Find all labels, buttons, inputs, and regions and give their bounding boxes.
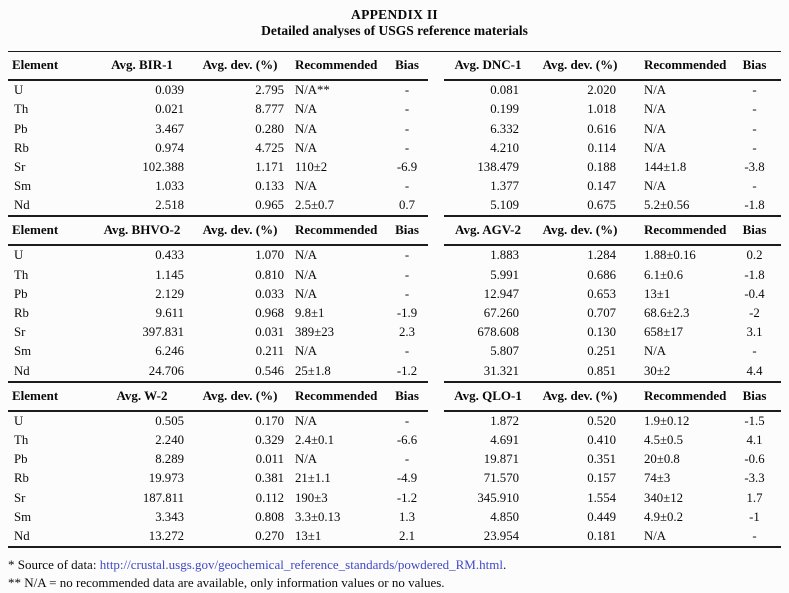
recommended-value-cell: N/A — [644, 528, 667, 543]
avg-value-cell: 13.272 — [148, 528, 184, 543]
col-header-recommended-right: Recommended — [628, 52, 728, 80]
recommended-value-cell: 4.5±0.5 — [644, 432, 684, 447]
col-header-avgdev-right: Avg. dev. (%) — [532, 382, 628, 411]
avg-value-cell: 9.611 — [155, 306, 184, 320]
bias-value-cell: -4.9 — [396, 471, 418, 486]
avg-value-cell: 397.831 — [142, 325, 184, 340]
col-header-avgdev-left: Avg. dev. (%) — [190, 382, 290, 411]
avgdev-value-cell: 1.018 — [587, 102, 616, 117]
bias-value-cell: 0.2 — [746, 248, 763, 263]
bias-value-cell: - — [404, 179, 410, 194]
column-gap — [428, 488, 444, 507]
avg-value-cell: 1.377 — [490, 179, 519, 194]
page-subtitle: Detailed analyses of USGS reference materials — [261, 23, 528, 39]
element-cell: Sm — [14, 179, 32, 194]
col-header-avg-left: Avg. W-2 — [94, 382, 190, 411]
table-row — [8, 361, 781, 380]
avgdev-value-cell: 0.031 — [255, 325, 284, 340]
col-header-bias-right: Bias — [728, 52, 781, 80]
table-row — [8, 119, 781, 138]
avgdev-value-cell: 0.280 — [255, 121, 284, 136]
col-header-recommended-left: Recommended — [290, 52, 386, 80]
recommended-value-cell: N/A — [295, 413, 318, 428]
avgdev-value-cell: 0.808 — [255, 509, 284, 524]
table-row — [8, 265, 781, 284]
bias-value-cell: 1.3 — [399, 509, 415, 524]
table-row — [8, 508, 781, 527]
col-header-recommended-right: Recommended — [628, 382, 728, 411]
avgdev-value-cell: 0.351 — [587, 452, 616, 467]
avgdev-value-cell: 0.181 — [587, 528, 616, 543]
element-cell: Sr — [14, 159, 26, 174]
avgdev-value-cell: 0.707 — [587, 306, 616, 320]
col-header-element: Element — [8, 216, 94, 245]
bias-value-cell: -6.6 — [396, 432, 418, 447]
table-row — [8, 245, 781, 265]
avgdev-value-cell: 0.251 — [587, 344, 616, 359]
source-footnote-suffix: . — [502, 556, 507, 572]
bias-value-cell: 2.3 — [399, 325, 415, 340]
avg-value-cell: 5.109 — [490, 198, 519, 213]
avg-value-cell: 2.240 — [155, 432, 184, 447]
column-gap — [428, 158, 444, 177]
column-gap — [428, 216, 444, 245]
column-gap — [428, 52, 444, 80]
avgdev-value-cell: 2.795 — [255, 83, 284, 98]
recommended-value-cell: N/A — [644, 121, 667, 136]
table-row — [8, 342, 781, 361]
element-cell: Pb — [14, 452, 28, 467]
avgdev-value-cell: 8.777 — [255, 102, 284, 117]
avg-value-cell: 0.081 — [490, 83, 519, 98]
recommended-value-cell: N/A — [644, 344, 667, 359]
avg-value-cell: 0.433 — [155, 248, 184, 263]
avgdev-value-cell: 0.851 — [587, 363, 616, 378]
bias-value-cell: - — [752, 344, 757, 359]
avg-value-cell: 0.505 — [155, 413, 184, 428]
column-gap — [428, 196, 444, 215]
bias-value-cell: - — [404, 140, 410, 155]
table-row — [8, 285, 781, 304]
bias-value-cell: -1.5 — [744, 413, 765, 428]
bias-value-cell: - — [752, 179, 757, 194]
recommended-value-cell: 389±23 — [295, 325, 335, 340]
recommended-value-cell: 6.1±0.6 — [644, 267, 684, 282]
avgdev-value-cell: 1.284 — [587, 248, 616, 263]
bias-value-cell: - — [752, 83, 757, 98]
bias-value-cell: - — [404, 344, 410, 359]
column-gap — [428, 265, 444, 284]
bias-value-cell: 3.1 — [746, 325, 763, 340]
table-row — [8, 527, 781, 546]
bias-value-cell: 4.4 — [746, 363, 763, 378]
table-row — [8, 177, 781, 196]
avg-value-cell: 4.210 — [490, 140, 519, 155]
recommended-value-cell: 74±3 — [644, 471, 671, 486]
avgdev-value-cell: 0.011 — [255, 452, 284, 467]
avgdev-value-cell: 0.381 — [255, 471, 284, 486]
avgdev-value-cell: 1.171 — [255, 159, 284, 174]
element-cell: Pb — [14, 121, 28, 136]
recommended-value-cell: N/A** — [295, 83, 330, 98]
avg-value-cell: 0.199 — [490, 102, 519, 117]
element-cell: U — [14, 413, 24, 428]
avg-value-cell: 8.289 — [155, 452, 184, 467]
column-gap — [428, 450, 444, 469]
column-gap — [428, 304, 444, 323]
element-cell: Sr — [14, 490, 26, 505]
element-cell: Rb — [14, 306, 29, 320]
header-row — [8, 382, 781, 411]
bias-value-cell: - — [404, 413, 410, 428]
avg-value-cell: 12.947 — [483, 286, 519, 301]
bias-value-cell: - — [404, 121, 410, 136]
recommended-value-cell: 340±12 — [644, 490, 684, 505]
col-header-bias-right: Bias — [728, 216, 781, 245]
table-row — [8, 158, 781, 177]
column-gap — [428, 469, 444, 488]
analyses-table-2 — [8, 215, 781, 380]
table-row — [8, 488, 781, 507]
recommended-value-cell: N/A — [295, 140, 318, 155]
table-row — [8, 431, 781, 450]
element-cell: U — [14, 248, 24, 263]
avg-value-cell: 0.974 — [155, 140, 184, 155]
column-gap — [428, 361, 444, 380]
element-cell: Rb — [14, 140, 29, 155]
col-header-avg-right: Avg. DNC-1 — [444, 52, 532, 80]
column-gap — [428, 80, 444, 100]
avg-value-cell: 1.872 — [490, 413, 519, 428]
avg-value-cell: 678.608 — [477, 325, 519, 340]
recommended-value-cell: 25±1.8 — [295, 363, 331, 378]
element-cell: Pb — [14, 286, 28, 301]
recommended-value-cell: N/A — [295, 286, 318, 301]
avg-value-cell: 23.954 — [483, 528, 519, 543]
bias-value-cell: -2 — [749, 306, 760, 320]
recommended-value-cell: N/A — [644, 83, 667, 98]
bias-value-cell: -1.8 — [744, 198, 765, 213]
avgdev-value-cell: 0.157 — [587, 471, 616, 486]
column-gap — [428, 119, 444, 138]
column-gap — [428, 177, 444, 196]
bias-value-cell: -1.2 — [396, 363, 418, 378]
element-cell: U — [14, 83, 24, 98]
bias-value-cell: -1.2 — [396, 490, 418, 505]
bias-value-cell: - — [404, 83, 410, 98]
avg-value-cell: 138.479 — [477, 159, 519, 174]
source-link[interactable]: http://crustal.usgs.gov/geochemical_reference_standards/powdered_RM.html — [99, 556, 503, 572]
recommended-value-cell: 21±1.1 — [295, 471, 331, 486]
avg-value-cell: 2.518 — [155, 198, 184, 213]
avgdev-value-cell: 0.133 — [255, 179, 284, 194]
recommended-value-cell: 9.8±1 — [295, 306, 325, 320]
recommended-value-cell: N/A — [644, 179, 667, 194]
recommended-value-cell: 2.4±0.1 — [295, 432, 335, 447]
bias-value-cell: - — [404, 248, 410, 263]
recommended-value-cell: 13±1 — [644, 286, 671, 301]
avg-value-cell: 2.129 — [155, 286, 184, 301]
col-header-recommended-right: Recommended — [628, 216, 728, 245]
recommended-value-cell: 13±1 — [295, 528, 322, 543]
avg-value-cell: 67.260 — [483, 306, 519, 320]
element-cell: Nd — [14, 198, 30, 213]
bias-value-cell: -1 — [749, 509, 760, 524]
avgdev-value-cell: 0.546 — [255, 363, 284, 378]
avgdev-value-cell: 0.410 — [587, 432, 616, 447]
column-gap — [428, 411, 444, 431]
recommended-value-cell: N/A — [295, 267, 318, 282]
avg-value-cell: 6.246 — [155, 344, 184, 359]
avgdev-value-cell: 0.810 — [255, 267, 284, 282]
col-header-avgdev-right: Avg. dev. (%) — [532, 52, 628, 80]
bias-value-cell: -3.8 — [744, 159, 765, 174]
bias-value-cell: - — [404, 102, 410, 117]
column-gap — [428, 245, 444, 265]
column-gap — [428, 285, 444, 304]
table-row — [8, 450, 781, 469]
col-header-element: Element — [8, 52, 94, 80]
bias-value-cell: 0.7 — [399, 198, 415, 213]
column-gap — [428, 508, 444, 527]
avg-value-cell: 0.039 — [155, 83, 184, 98]
recommended-value-cell: 658±17 — [644, 325, 684, 340]
recommended-value-cell: N/A — [295, 344, 318, 359]
avg-value-cell: 19.973 — [148, 471, 184, 486]
recommended-value-cell: 4.9±0.2 — [644, 509, 684, 524]
column-gap — [428, 100, 444, 119]
analyses-table-3 — [8, 381, 781, 546]
avgdev-value-cell: 0.270 — [255, 528, 284, 543]
avg-value-cell: 4.691 — [490, 432, 519, 447]
element-cell: Nd — [14, 528, 30, 543]
col-header-avgdev-right: Avg. dev. (%) — [532, 216, 628, 245]
recommended-value-cell: 5.2±0.56 — [644, 198, 690, 213]
column-gap — [428, 431, 444, 450]
col-header-element: Element — [8, 382, 94, 411]
avgdev-value-cell: 1.554 — [587, 490, 616, 505]
element-cell: Sm — [14, 344, 32, 359]
bias-value-cell: - — [752, 140, 757, 155]
avg-value-cell: 19.871 — [483, 452, 519, 467]
avg-value-cell: 0.021 — [155, 102, 184, 117]
avgdev-value-cell: 0.686 — [587, 267, 616, 282]
column-gap — [428, 139, 444, 158]
recommended-value-cell: N/A — [644, 102, 667, 117]
avgdev-value-cell: 0.033 — [255, 286, 284, 301]
table-row — [8, 100, 781, 119]
table-row — [8, 323, 781, 342]
bias-value-cell: -1.8 — [744, 267, 765, 282]
header-row — [8, 52, 781, 80]
analyses-tables-container — [8, 51, 781, 548]
bias-value-cell: - — [752, 528, 757, 543]
bias-value-cell: - — [752, 102, 757, 117]
recommended-value-cell: 1.9±0.12 — [644, 413, 690, 428]
avgdev-value-cell: 0.211 — [255, 344, 284, 359]
table-row — [8, 469, 781, 488]
avg-value-cell: 3.343 — [155, 509, 184, 524]
column-gap — [428, 382, 444, 411]
avg-value-cell: 4.850 — [490, 509, 519, 524]
col-header-avg-left: Avg. BIR-1 — [94, 52, 190, 80]
avgdev-value-cell: 0.112 — [255, 490, 284, 505]
avgdev-value-cell: 0.114 — [587, 140, 616, 155]
bias-value-cell: - — [404, 267, 410, 282]
avgdev-value-cell: 0.653 — [587, 286, 616, 301]
bias-value-cell: - — [404, 286, 410, 301]
recommended-value-cell: N/A — [295, 179, 318, 194]
col-header-recommended-left: Recommended — [290, 382, 386, 411]
element-cell: Th — [14, 432, 29, 447]
column-gap — [428, 323, 444, 342]
col-header-avgdev-left: Avg. dev. (%) — [190, 52, 290, 80]
recommended-value-cell: 1.88±0.16 — [644, 248, 696, 263]
bias-value-cell: -6.9 — [396, 159, 418, 174]
avgdev-value-cell: 0.616 — [587, 121, 616, 136]
bias-value-cell: 1.7 — [746, 490, 763, 505]
table-row — [8, 304, 781, 323]
avgdev-value-cell: 4.725 — [255, 140, 284, 155]
avg-value-cell: 1.145 — [155, 267, 184, 282]
table-row — [8, 139, 781, 158]
bias-value-cell: -1.9 — [396, 306, 418, 320]
col-header-bias-left: Bias — [386, 382, 428, 411]
column-gap — [428, 527, 444, 546]
avgdev-value-cell: 0.675 — [587, 198, 616, 213]
recommended-value-cell: 2.5±0.7 — [295, 198, 335, 213]
source-footnote — [8, 556, 781, 574]
col-header-avg-right: Avg. AGV-2 — [444, 216, 532, 245]
table-row — [8, 411, 781, 431]
element-cell: Sr — [14, 325, 26, 340]
col-header-recommended-left: Recommended — [290, 216, 386, 245]
element-cell: Th — [14, 102, 29, 117]
bias-value-cell: - — [752, 121, 757, 136]
avgdev-value-cell: 0.170 — [255, 413, 284, 428]
element-cell: Rb — [14, 471, 29, 486]
avg-value-cell: 1.883 — [490, 248, 519, 263]
bias-value-cell: 2.1 — [399, 528, 415, 543]
avg-value-cell: 1.033 — [155, 179, 184, 194]
avg-value-cell: 3.467 — [155, 121, 184, 136]
analyses-table-1 — [8, 52, 781, 215]
table-row — [8, 80, 781, 100]
recommended-value-cell: N/A — [295, 248, 318, 263]
recommended-value-cell: 3.3±0.13 — [295, 509, 341, 524]
recommended-value-cell: 68.6±2.3 — [644, 306, 690, 320]
bias-value-cell: -0.4 — [744, 286, 765, 301]
footnotes — [8, 556, 781, 593]
element-cell: Sm — [14, 509, 32, 524]
table-row — [8, 196, 781, 215]
col-header-bias-left: Bias — [386, 216, 428, 245]
bias-value-cell: - — [404, 452, 410, 467]
avg-value-cell: 24.706 — [148, 363, 184, 378]
avgdev-value-cell: 0.329 — [255, 432, 284, 447]
col-header-avg-left: Avg. BHVO-2 — [94, 216, 190, 245]
avg-value-cell: 5.991 — [490, 267, 519, 282]
avg-value-cell: 5.807 — [490, 344, 519, 359]
col-header-bias-right: Bias — [728, 382, 781, 411]
recommended-value-cell: N/A — [295, 102, 318, 117]
recommended-value-cell: 144±1.8 — [644, 159, 687, 174]
source-footnote-prefix: * Source of data: — [8, 556, 100, 572]
recommended-value-cell: 190±3 — [295, 490, 328, 505]
col-header-bias-left: Bias — [386, 52, 428, 80]
avgdev-value-cell: 2.020 — [587, 83, 616, 98]
col-header-avgdev-left: Avg. dev. (%) — [190, 216, 290, 245]
avg-value-cell: 102.388 — [142, 159, 184, 174]
bias-value-cell: -0.6 — [744, 452, 765, 467]
bias-value-cell: 4.1 — [746, 432, 763, 447]
avgdev-value-cell: 0.520 — [587, 413, 616, 428]
avgdev-value-cell: 0.147 — [587, 179, 616, 194]
element-cell: Th — [14, 267, 29, 282]
avg-value-cell: 6.332 — [490, 121, 519, 136]
bias-value-cell: -3.3 — [744, 471, 765, 486]
avgdev-value-cell: 0.965 — [255, 198, 284, 213]
avg-value-cell: 71.570 — [483, 471, 519, 486]
recommended-value-cell: 110±2 — [295, 159, 328, 174]
page-title: APPENDIX II — [351, 7, 438, 22]
avg-value-cell: 345.910 — [477, 490, 519, 505]
avg-value-cell: 31.321 — [483, 363, 519, 378]
avgdev-value-cell: 0.449 — [587, 509, 616, 524]
avgdev-value-cell: 0.968 — [255, 306, 284, 320]
avgdev-value-cell: 1.070 — [255, 248, 284, 263]
avgdev-value-cell: 0.188 — [587, 159, 616, 174]
recommended-value-cell: 20±0.8 — [644, 452, 680, 467]
recommended-value-cell: 30±2 — [644, 363, 671, 378]
avg-value-cell: 187.811 — [142, 490, 184, 505]
element-cell: Nd — [14, 363, 30, 378]
recommended-value-cell: N/A — [644, 140, 667, 155]
col-header-avg-right: Avg. QLO-1 — [444, 382, 532, 411]
title-block — [8, 7, 781, 40]
column-gap — [428, 342, 444, 361]
na-footnote: ** N/A = no recommended data are available, only information values or no values. — [8, 575, 445, 591]
recommended-value-cell: N/A — [295, 121, 318, 136]
avgdev-value-cell: 0.130 — [587, 325, 616, 340]
recommended-value-cell: N/A — [295, 452, 318, 467]
header-row — [8, 216, 781, 245]
